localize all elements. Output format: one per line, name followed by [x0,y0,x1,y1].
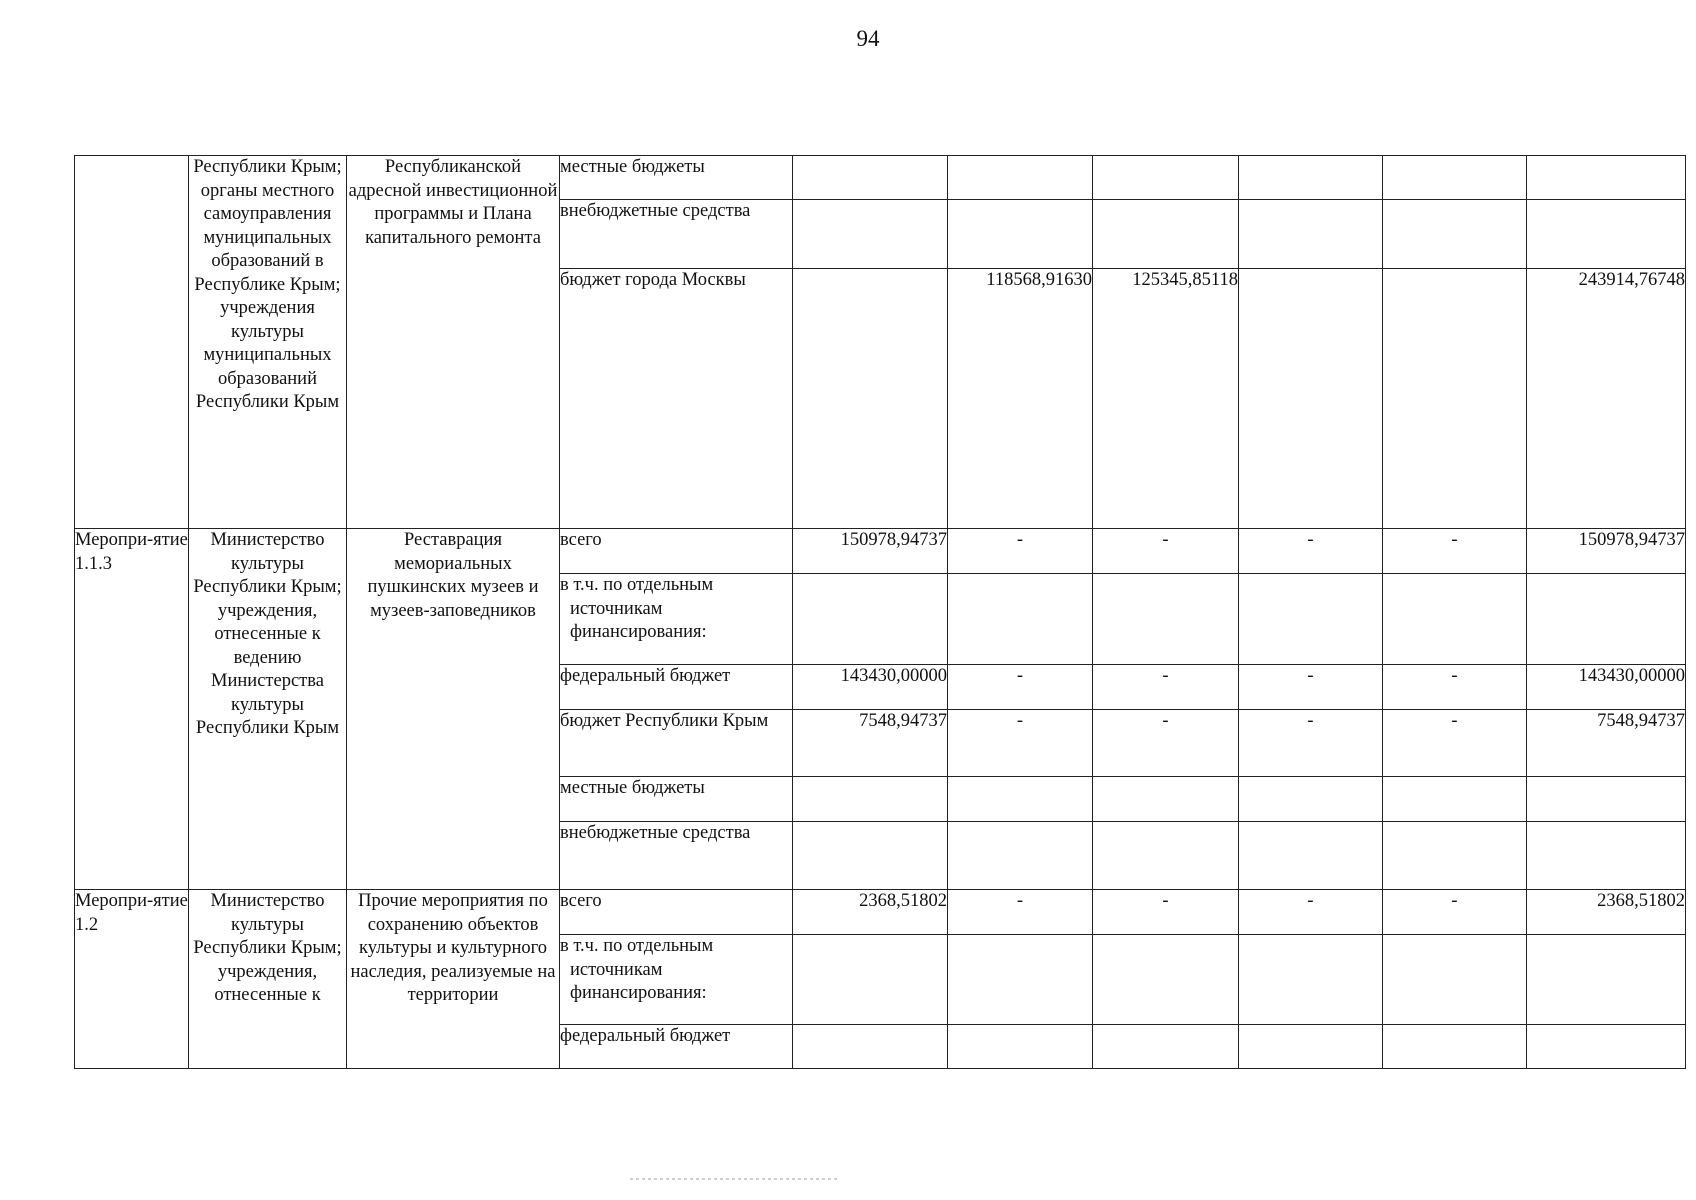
executor-cell: Республики Крым; органы местного самоуправления муниципальных образований в Республике Крым; учреждения культуры муниципальных образований Республики Крым [189,156,347,529]
value-cell: - [1383,665,1527,710]
total-cell [1527,1025,1686,1069]
value-cell [1383,269,1527,529]
value-cell: - [948,890,1093,935]
value-cell: - [1383,890,1527,935]
funding-source-cell: всего [560,529,793,574]
value-cell [1383,200,1527,269]
value-cell [793,777,948,822]
measure-number-cell: Меропри-ятие 1.2 [75,890,189,1069]
funding-source-cell: местные бюджеты [560,777,793,822]
value-cell [948,200,1093,269]
measure-name-cell: Республиканской адресной инвестиционной программы и Плана капитального ремонта [347,156,560,529]
value-cell [1239,269,1383,529]
value-cell: 118568,91630 [948,269,1093,529]
funding-source-cell: федеральный бюджет [560,1025,793,1069]
executor-cell: Министерство культуры Республики Крым; учреждения, отнесенные к [189,890,347,1069]
value-cell [1383,1025,1527,1069]
funding-source-cell: местные бюджеты [560,156,793,200]
value-cell [793,822,948,890]
value-cell: 125345,85118 [1093,269,1239,529]
funding-source-cell: федеральный бюджет [560,665,793,710]
measure-name-cell: Реставрация мемориальных пушкинских музеев и музеев-заповедников [347,529,560,890]
total-cell: 2368,51802 [1527,890,1686,935]
value-cell [793,574,948,665]
value-cell: - [948,665,1093,710]
value-cell [1093,156,1239,200]
value-cell [793,156,948,200]
total-cell: 143430,00000 [1527,665,1686,710]
financing-table [74,155,1686,1069]
value-cell [1383,822,1527,890]
value-cell: - [1239,529,1383,574]
funding-source-cell: в т.ч. по отдельным источникам финансирования: [560,574,793,665]
table-row [75,529,1686,574]
value-cell [1239,935,1383,1025]
funding-source-cell: внебюджетные средства [560,822,793,890]
value-cell: - [1383,529,1527,574]
value-cell [1383,574,1527,665]
measure-number-cell [75,156,189,529]
value-cell [1093,200,1239,269]
total-cell [1527,574,1686,665]
value-cell: - [1093,890,1239,935]
value-cell: - [1093,665,1239,710]
value-cell [1093,822,1239,890]
total-cell: 7548,94737 [1527,710,1686,777]
value-cell [1093,777,1239,822]
value-cell [1239,777,1383,822]
value-cell [1383,777,1527,822]
value-cell [793,1025,948,1069]
funding-source-cell: в т.ч. по отдельным источникам финансирования: [560,935,793,1025]
total-cell [1527,822,1686,890]
total-cell [1527,935,1686,1025]
value-cell [1239,200,1383,269]
funding-source-cell: бюджет Республики Крым [560,710,793,777]
table-row [75,890,1686,935]
value-cell [793,200,948,269]
value-cell [948,574,1093,665]
scan-artifact [630,1178,840,1180]
funding-source-cell: всего [560,890,793,935]
page-number: 94 [856,26,880,51]
value-cell [948,777,1093,822]
value-cell: - [1239,890,1383,935]
value-cell: - [948,710,1093,777]
total-cell: 243914,76748 [1527,269,1686,529]
value-cell: - [1239,665,1383,710]
value-cell [1093,935,1239,1025]
value-cell: - [1239,710,1383,777]
value-cell [1239,822,1383,890]
value-cell: - [1093,529,1239,574]
value-cell [1239,156,1383,200]
funding-source-cell: бюджет города Москвы [560,269,793,529]
value-cell [1239,574,1383,665]
table-row [75,156,1686,200]
total-cell [1527,777,1686,822]
total-cell: 150978,94737 [1527,529,1686,574]
measure-name-cell: Прочие мероприятия по сохранению объектов культуры и культурного наследия, реализуемые на территории [347,890,560,1069]
value-cell [948,156,1093,200]
value-cell: 150978,94737 [793,529,948,574]
funding-source-cell: внебюджетные средства [560,200,793,269]
value-cell [1239,1025,1383,1069]
value-cell [793,935,948,1025]
value-cell [1093,574,1239,665]
value-cell [1383,156,1527,200]
value-cell: 143430,00000 [793,665,948,710]
value-cell: 7548,94737 [793,710,948,777]
value-cell: - [1383,710,1527,777]
measure-number-cell: Меропри-ятие 1.1.3 [75,529,189,890]
total-cell [1527,200,1686,269]
value-cell: 2368,51802 [793,890,948,935]
value-cell [948,1025,1093,1069]
total-cell [1527,156,1686,200]
value-cell [1383,935,1527,1025]
value-cell [793,269,948,529]
executor-cell: Министерство культуры Республики Крым; учреждения, отнесенные к ведению Министерства культуры Республики Крым [189,529,347,890]
value-cell: - [948,529,1093,574]
value-cell [948,935,1093,1025]
value-cell [948,822,1093,890]
value-cell: - [1093,710,1239,777]
value-cell [1093,1025,1239,1069]
